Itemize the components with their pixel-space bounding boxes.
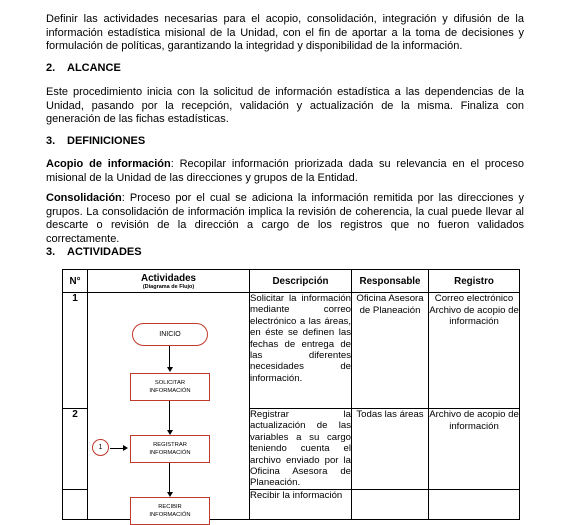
definition-text: : Recopilar información priorizada dada su relevancia en el proceso misional de la Unidad de las direcciones y grupos de la Entidad. bbox=[46, 158, 524, 184]
flow-step-solicitar bbox=[130, 373, 210, 401]
header-num: N° bbox=[63, 270, 88, 293]
section-title: DEFINICIONES bbox=[67, 135, 146, 147]
row-description: Registrar la actualización de las variables a su cargo teniendo cuenta el archivo enviado por la Oficina Asesora de Planeación. bbox=[250, 409, 351, 489]
row-responsible: Oficina Asesora de Planeación bbox=[352, 293, 429, 409]
row-number: 2 bbox=[63, 409, 88, 490]
section-number: 3. bbox=[46, 246, 56, 258]
section-title: ACTIVIDADES bbox=[67, 246, 142, 258]
definition-acopio bbox=[46, 158, 524, 185]
flow-step-label: REGISTRAR bbox=[153, 442, 187, 448]
row-number: 1 bbox=[63, 293, 88, 409]
definition-term: Acopio de información bbox=[46, 158, 171, 170]
section-title: ALCANCE bbox=[67, 62, 121, 74]
header-record: Registro bbox=[429, 270, 520, 293]
header-activities-label: Actividades bbox=[141, 272, 196, 284]
flow-step-label: INFORMACIÓN bbox=[149, 450, 191, 456]
flow-connector-line bbox=[110, 448, 124, 449]
row-responsible bbox=[352, 489, 429, 519]
row-description: Recibir la información bbox=[250, 489, 352, 519]
section-heading-alcance bbox=[46, 62, 121, 74]
flow-connector-line bbox=[169, 346, 170, 368]
flow-step-label: INFORMACIÓN bbox=[149, 388, 191, 394]
section-number: 2. bbox=[46, 62, 56, 74]
row-record: Archivo de acopio de información bbox=[429, 409, 520, 490]
objective-paragraph: Definir las actividades necesarias para el acopio, consolidación, integración y difusión de la información estadística misional de la Unidad, con el fin de aportar a la toma de decisiones y formulación de políticas, garantizando la integridad y disponibilidad de la información. bbox=[46, 13, 524, 53]
row-responsible: Todas las áreas bbox=[352, 409, 429, 490]
header-description: Descripción bbox=[250, 270, 352, 293]
flow-arrow-icon bbox=[123, 445, 128, 451]
table-header-row bbox=[63, 270, 520, 293]
flow-step-registrar bbox=[130, 435, 210, 463]
row-description: Solicitar la información mediante correo electrónico a las áreas, en éste se definen las fechas de entrega de las diferentes necesidades de información. bbox=[250, 293, 352, 409]
activities-table bbox=[62, 269, 520, 520]
flow-connector-circle: 1 bbox=[92, 439, 109, 456]
header-activities bbox=[88, 270, 250, 293]
definition-consolidacion bbox=[46, 192, 524, 246]
section-heading-definiciones bbox=[46, 135, 145, 147]
row-record bbox=[429, 489, 520, 519]
flow-step-recibir bbox=[130, 497, 210, 525]
header-activities-sub: (Diagrama de Flujo) bbox=[142, 283, 195, 290]
flow-step-label: SOLICITAR bbox=[154, 380, 186, 386]
alcance-paragraph: Este procedimiento inicia con la solicitud de información estadística a las dependencias de la Unidad, pasando por la recepción, validación y actualización de la misma. Finaliza con generación de las fichas estadísticas. bbox=[46, 86, 524, 126]
flow-arrow-icon bbox=[167, 367, 173, 372]
section-heading-actividades bbox=[46, 246, 142, 258]
flow-connector-line bbox=[169, 463, 170, 493]
flow-connector-line bbox=[169, 401, 170, 431]
flow-start-terminal bbox=[132, 323, 208, 346]
definition-text: : Proceso por el cual se adiciona la información remitida por las direcciones y grupos. La consolidación de información implica la revisión de coherencia, la cual puede llevar al descarte o revisión de la dirección a cargo de los registros que no fueron validados correctamente. bbox=[46, 192, 524, 245]
header-responsible: Responsable bbox=[352, 270, 429, 293]
flow-step-label: INFORMACIÓN bbox=[149, 512, 191, 518]
row-number bbox=[63, 489, 88, 519]
flow-diagram-cell bbox=[88, 293, 250, 520]
section-number: 3. bbox=[46, 135, 56, 147]
row-record: Correo electrónico Archivo de acopio de información bbox=[429, 293, 520, 409]
table-row bbox=[63, 293, 520, 409]
flow-step-label: RECIBIR bbox=[158, 504, 182, 510]
flow-start-label: INICIO bbox=[159, 330, 181, 338]
definition-term: Consolidación bbox=[46, 192, 122, 204]
